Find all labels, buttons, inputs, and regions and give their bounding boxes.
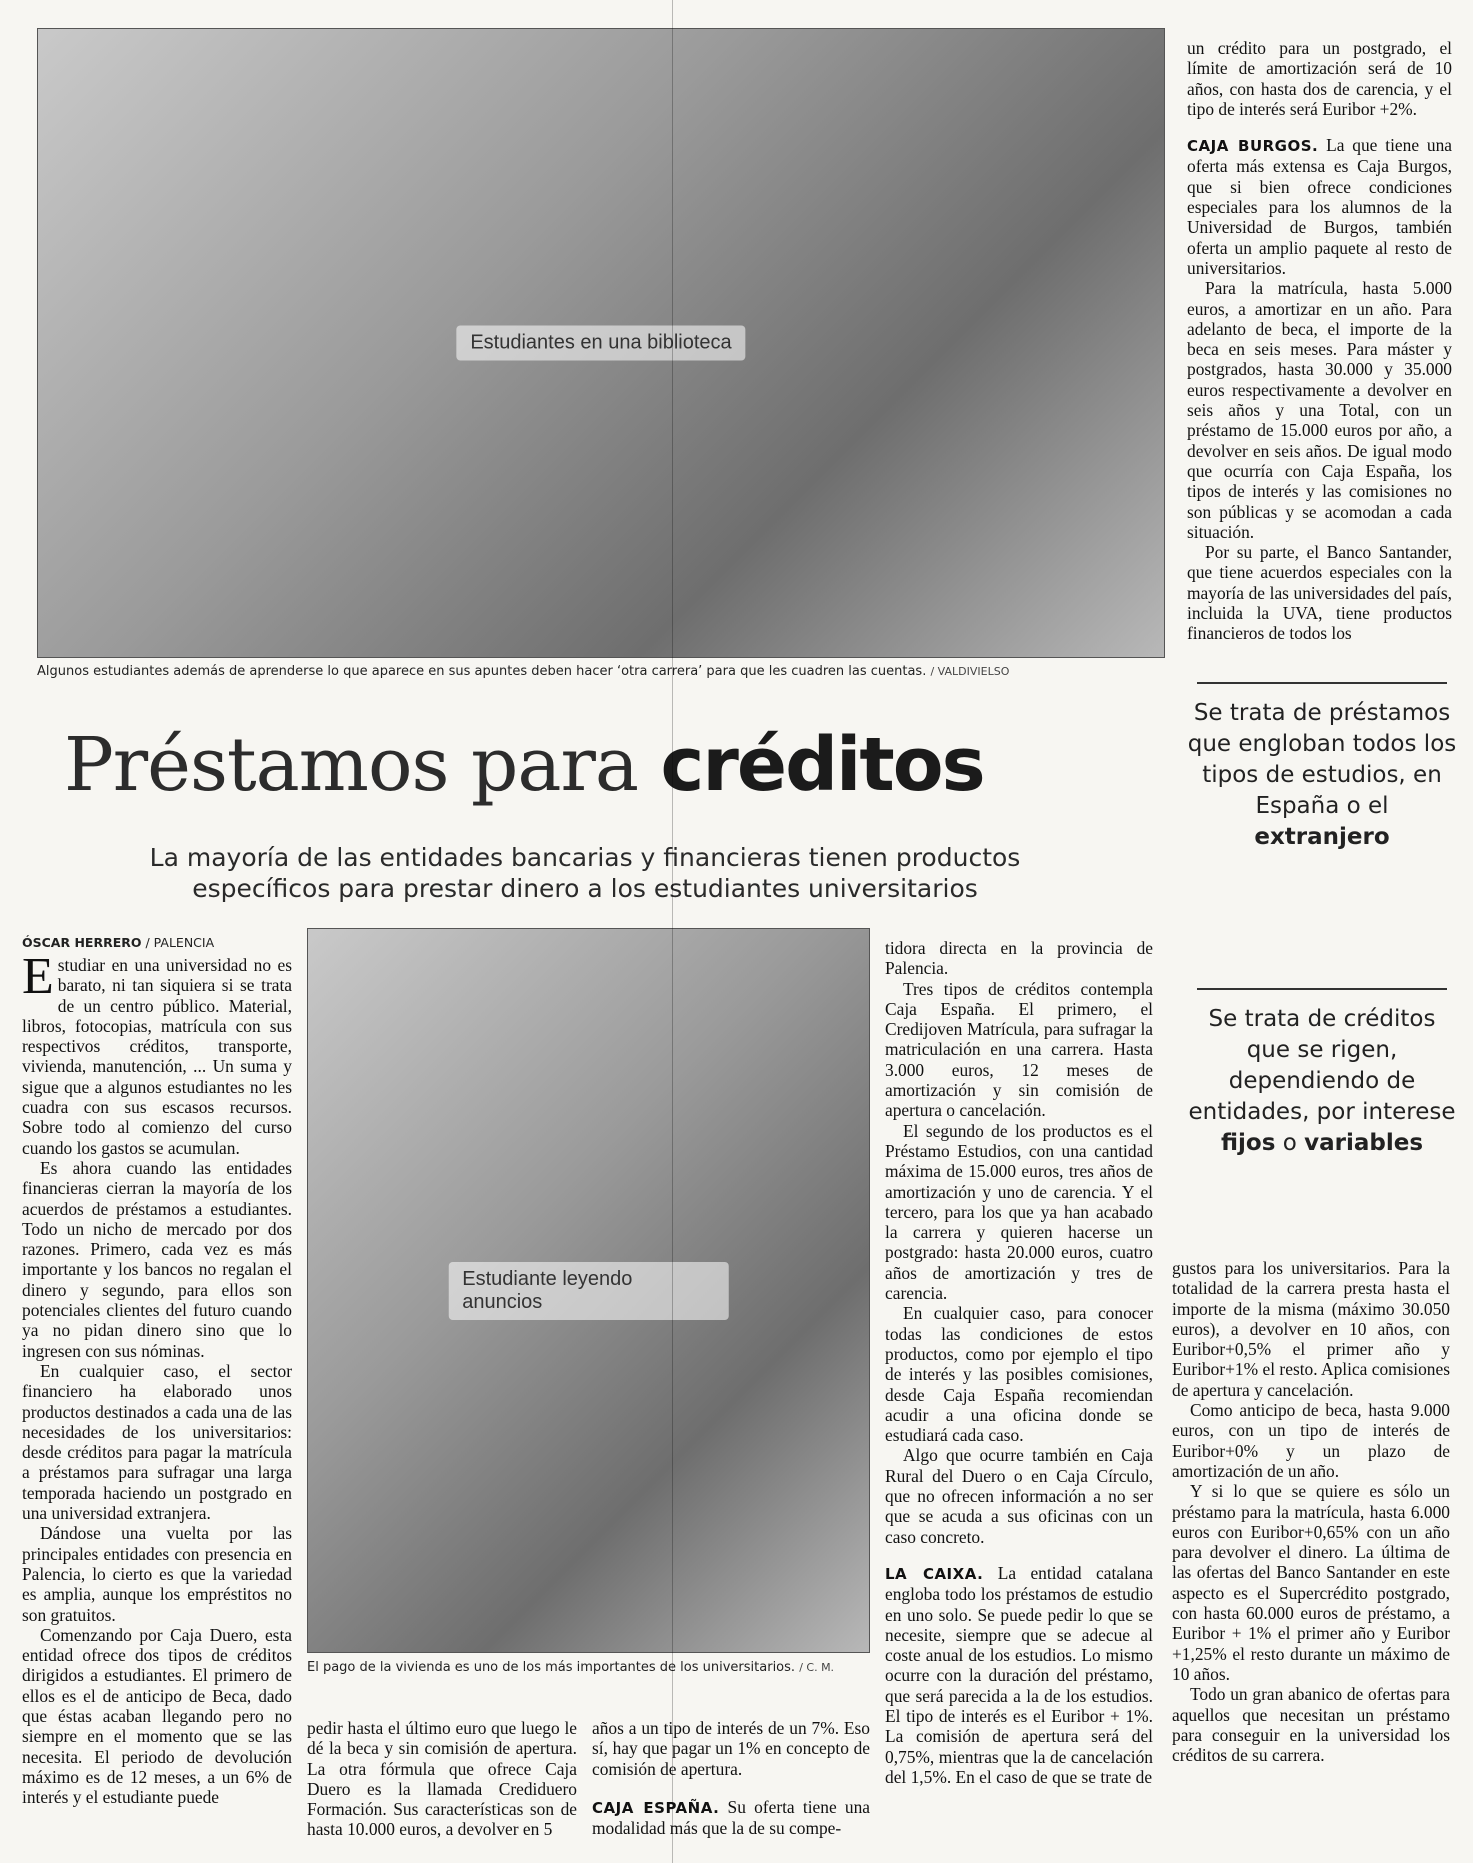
col5-para-1: La que tiene una oferta más extensa es Caja Burgos, que si bien ofrece condiciones especiales para los alumnos de la Universidad de Burgos, también oferta un amplio paquete al resto de universitarios.	[1187, 135, 1452, 278]
col4-para-5: La entidad catalana engloba todo los préstamos de estudio en uno solo. Se puede pedir lo que se necesite, siempre que se adecue al coste anual de los estudios. Lo mismo ocurre con la duración del préstamo, que será parecida a la de los estudios. El tipo de interés es el Euribor + 1%. La comisión de apertura será del 0,75%, mientras que la de cancelación del 1,5%. En el caso de que se trate de	[885, 1562, 1153, 1787]
col3-para-2: Su oferta tiene una modalidad más que la de su compe-	[592, 1796, 870, 1839]
subhead-line-2: específicos para prestar dinero a los estudiantes universitarios	[192, 874, 978, 903]
col4-para-4: Algo que ocurre también en Caja Rural del Duero o en Caja Círculo, que no ofrecen información a no ser que se acuda a sus oficinas con un caso concreto.	[885, 1445, 1153, 1547]
middle-photo-caption	[307, 1660, 870, 1675]
subhead-line-1: La mayoría de las entidades bancarias y financieras tienen productos	[149, 843, 1021, 872]
col5-para-0: un crédito para un postgrado, el límite de amortización será de 10 años, con hasta dos de carencia, y el tipo de interés será Euribor +2%.	[1187, 38, 1452, 119]
col4-para-2: El segundo de los productos es el Préstamo Estudios, con una cantidad máxima de 15.000 euros, tres años de amortización y uno de carencia. Y el tercero, para los que ya han acabado la carrera y quieren hacerse un postgrado: hasta 20.000 euros, cuatro años de amortización y tres de carencia.	[885, 1120, 1153, 1304]
col1-para-1: studiar en una universidad no es barato, ni tan siquiera si se trata de un centro público. Material, libros, fotocopias, matrícula con sus respectivos créditos, transporte, vivienda, manutención, ... Un suma y sigue que a algunos estudiantes no les cuadra con sus escasos recursos. Sobre todo al comienzo del curso cuando los gastos se acumulan.	[22, 955, 292, 1158]
mid-caption-text: El pago de la vivienda es uno de los más importantes de los universitarios.	[307, 1660, 796, 1675]
pull-quote-2-bold-2: variables	[1304, 1130, 1424, 1156]
col3-para-1: años a un tipo de interés de un 7%. Eso sí, hay que pagar un 1% en concepto de comisión de apertura.	[592, 1718, 870, 1779]
article-column-5-top	[1187, 38, 1452, 644]
kicker-caja-burgos: CAJA BURGOS.	[1187, 137, 1319, 156]
byline-place: / PALENCIA	[145, 935, 215, 950]
kicker-caja-espana: CAJA ESPAÑA.	[592, 1798, 720, 1817]
col5b-para-2: Como anticipo de beca, hasta 9.000 euros, con un tipo de interés de Euribor+0% y un plazo de amortización de un año.	[1172, 1400, 1450, 1481]
top-caption-text: Algunos estudiantes además de aprenderse lo que aparece en sus apuntes deben hacer ‘otra carrera’ para que les cuadren las cuentas.	[37, 664, 927, 679]
pull-quote-2-text: Se trata de créditos que se rigen, dependiendo de entidades, por interese	[1188, 1006, 1456, 1125]
pull-quote-2	[1187, 1004, 1457, 1159]
pull-quote-1-text: Se trata de préstamos que engloban todos los tipos de estudios, en España o el	[1187, 700, 1457, 819]
col1-para-2: Es ahora cuando las entidades financieras cierran la mayoría de los acuerdos de préstamos a estudiantes. Todo un nicho de mercado por dos razones. Primero, cada vez es más importante y los bancos no regalan el dinero y segundo, para ellos son potenciales clientes del futuro cuando ya no pidan dinero sino que lo ingresen con sus nóminas.	[22, 1157, 292, 1361]
col4-para-3: En cualquier caso, para conocer todas las condiciones de estos productos, como por ejemplo el tipo de interés y las posibles comisiones, desde Caja España recomiendan acudir a una oficina donde se estudiará cada caso.	[885, 1303, 1153, 1446]
top-photo-label: Estudiantes en una biblioteca	[456, 326, 745, 361]
col5-para-3: Por su parte, el Banco Santander, que tiene acuerdos especiales con la mayoría de las universidades del país, incluida la UVA, tiene productos financieros de todos los	[1187, 542, 1452, 644]
article-column-4	[885, 938, 1153, 1787]
col5b-para-1: gustos para los universitarios. Para la totalidad de la carrera presta hasta el importe de la misma (máximo 30.050 euros), a devolver en 10 años, con Euribor+0,5% el primer año y Euribor+1% el resto. Aplica comisiones de apertura y cancelación.	[1172, 1258, 1450, 1400]
article-column-1	[22, 948, 292, 1808]
col5-para-2: Para la matrícula, hasta 5.000 euros, a amortizar en un año. Para adelanto de beca, el importe de la beca en seis meses. Para máster y postgrados, hasta 30.000 y 35.000 euros respectivamente a devolver en seis años y una Total, con un préstamo de 15.000 euros por año, a devolver en seis años. De igual modo que ocurría con Caja España, los tipos de interés y las comisiones no son públicas y se acomodan a cada situación.	[1187, 278, 1452, 542]
article-column-2	[307, 1718, 577, 1840]
col1-para-5: Comenzando por Caja Duero, esta entidad ofrece dos tipos de créditos dirigidos a estudiantes. El primero de ellos es el de anticipo de Beca, dado que éstas acaban llegando pero no siempre en el momento que se las necesita. El periodo de devolución máximo es de 12 meses, a un 6% de interés y el estudiante puede	[22, 1624, 292, 1808]
top-photo	[37, 28, 1165, 658]
top-photo-caption	[37, 664, 1165, 679]
pull-quote-2-mid: o	[1282, 1130, 1297, 1156]
headline-light: Préstamos para	[64, 722, 638, 808]
col5b-para-4: Todo un gran abanico de ofertas para aquellos que necesitan un préstamo para conseguir en la universidad los créditos de su carrera.	[1172, 1684, 1450, 1766]
middle-photo	[307, 928, 870, 1653]
subhead	[120, 842, 1050, 904]
pull-quote-2-bold-1: fijos	[1220, 1130, 1276, 1156]
article-column-3	[592, 1718, 870, 1838]
middle-photo-label: Estudiante leyendo anuncios	[448, 1262, 729, 1320]
top-caption-credit: / VALDIVIELSO	[930, 665, 1010, 678]
drop-cap: E	[22, 948, 54, 1005]
headline	[64, 722, 984, 808]
pull-quote-2-rule	[1197, 988, 1447, 990]
pull-quote-1-rule	[1197, 682, 1447, 684]
col1-para-3: En cualquier caso, el sector financiero ha elaborado unos productos destinados a cada una de las necesidades de los universitarios: desde créditos para pagar la matrícula a préstamos para sufragar una larga temporada haciendo un postgrado en una universidad extranjera.	[22, 1360, 292, 1524]
article-column-5-bottom	[1172, 1258, 1450, 1765]
mid-caption-credit: / C. M.	[799, 1661, 835, 1674]
col4-para-1: Tres tipos de créditos contempla Caja España. El primero, el Credijoven Matrícula, para sufragar la matriculación en una carrera. Hasta 3.000 euros, 12 meses de amortización y sin comisión de apertura o cancelación.	[885, 978, 1153, 1121]
headline-bold: créditos	[660, 722, 984, 808]
byline-author: ÓSCAR HERRERO	[22, 935, 142, 950]
pull-quote-1	[1187, 698, 1457, 853]
col2-para-1: pedir hasta el último euro que luego le dé la beca y sin comisión de apertura. La otra fórmula que ofrece Caja Duero es la llamada Crediduero Formación. Sus características son de hasta 10.000 euros, a devolver en 5	[307, 1718, 577, 1840]
col1-para-4: Dándose una vuelta por las principales entidades con presencia en Palencia, lo cierto es que la variedad es amplia, aunque los empréstitos no son gratuitos.	[22, 1523, 292, 1625]
col4-para-0: tidora directa en la provincia de Palencia.	[885, 938, 1153, 979]
pull-quote-1-bold: extranjero	[1254, 824, 1390, 850]
page-fold	[672, 0, 673, 1863]
col5b-para-3: Y si lo que se quiere es sólo un préstamo para la matrícula, hasta 6.000 euros con Euribor+0,65% con un año para devolver el dinero. La última de las ofertas del Banco Santander en este aspecto es el Supercrédito postgrado, con hasta 60.000 euros de préstamo, a Euribor + 1% el primer año y Euribor +1,25% el resto durante un máximo de 10 años.	[1172, 1481, 1450, 1684]
kicker-la-caixa: LA CAIXA.	[885, 1564, 984, 1583]
